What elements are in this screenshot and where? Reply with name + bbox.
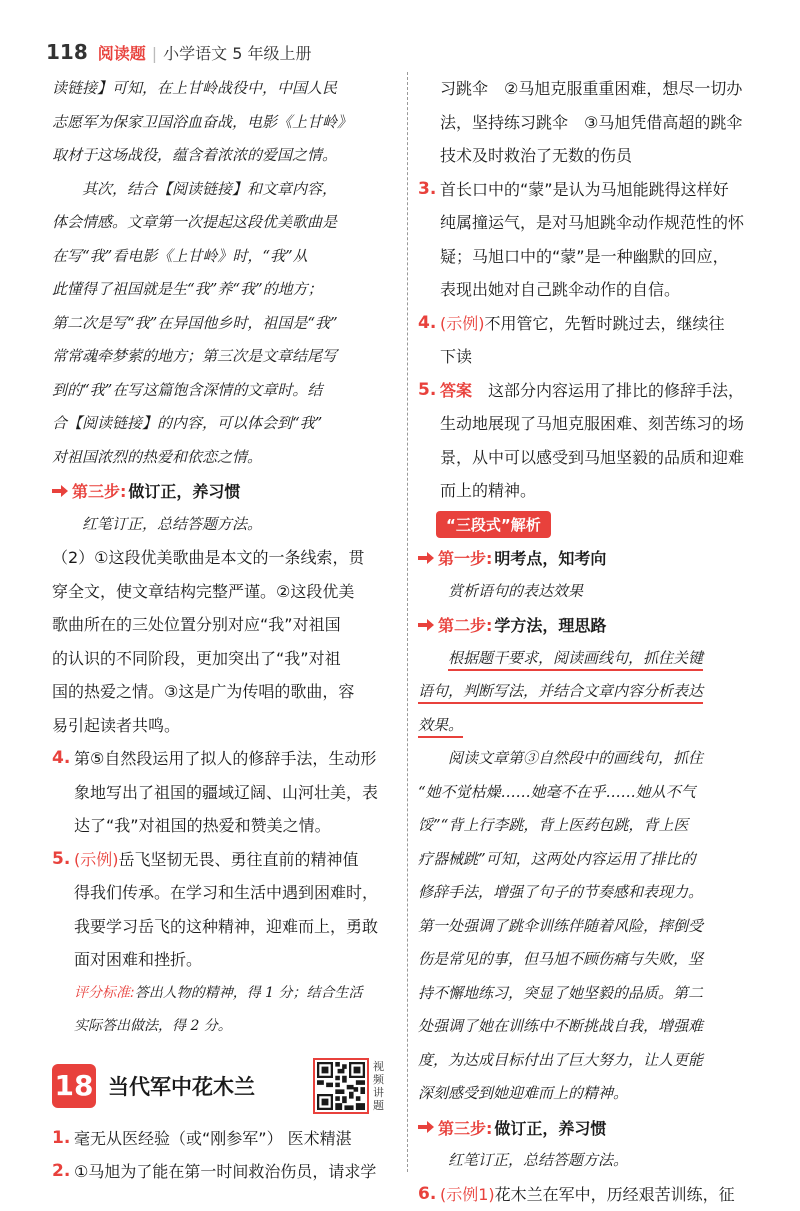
answer-line: 毫无从医经验（或“刚参军”） 医术精湛 — [74, 1122, 352, 1156]
page-header — [46, 40, 312, 70]
text-line: 读链接】可知，在上甘岭战役中，中国人民 — [52, 72, 397, 106]
lesson-number: 18 — [52, 1064, 96, 1108]
answer-4 — [52, 742, 397, 843]
answer-line: ①马旭为了能在第一时间救治伤员，请求学 — [74, 1155, 376, 1189]
answer-number: 2. — [52, 1155, 74, 1189]
answer-4 — [418, 307, 760, 374]
qr-label: 视频讲题 — [373, 1060, 387, 1112]
answer-number: 1. — [52, 1122, 74, 1156]
answer-line: 的认识的不同阶段，更加突出了“我”对祖 — [52, 642, 397, 676]
step-label: 第三步: — [72, 479, 126, 502]
example-tag: (示例) — [440, 314, 485, 333]
answer-line: 下读 — [440, 340, 725, 374]
explain-line: “她不觉枯燥……她毫不在乎……她从不气 — [418, 776, 760, 810]
arrow-icon — [52, 485, 68, 497]
text-line: 第二次是写“我”在异国他乡时，祖国是“我” — [52, 307, 397, 341]
answer-line: 达了“我”对祖国的热爱和赞美之情。 — [74, 809, 378, 843]
text-line: 体会情感。文章第一次提起这段优美歌曲是 — [52, 206, 397, 240]
step-note: 赏析语句的表达效果 — [418, 575, 760, 609]
step-title: 明考点，知考向 — [494, 546, 606, 569]
text-line: 志愿军为保家卫国浴血奋战，电影《上甘岭》 — [52, 106, 397, 140]
answer-line: 国的热爱之情。③这是广为传唱的歌曲，容 — [52, 675, 397, 709]
lesson-title: 当代军中花木兰 — [108, 1071, 255, 1101]
explain-line: 修辞手法，增强了句子的节奏感和表现力。 — [418, 876, 760, 910]
answer-line: 面对困难和挫折。 — [74, 943, 378, 977]
explain-line: 深刻感受到她迎难而上的精神。 — [418, 1077, 760, 1111]
left-column — [52, 72, 397, 1189]
answer-line: 习跳伞 ②马旭克服重重困难，想尽一切办 — [440, 72, 760, 106]
answer-line: 岳飞坚韧无畏、勇往直前的精神值 — [119, 850, 359, 869]
answer-line: 花木兰在军中，历经艰苦训练，征 — [495, 1185, 735, 1204]
method-line: 根据题干要求，阅读画线句，抓住关键 — [448, 649, 703, 667]
answer-5 — [418, 374, 760, 508]
answer-line: 得我们传承。在学习和生活中遇到困难时， — [74, 876, 378, 910]
answer-line: 纯属撞运气，是对马旭跳伞动作规范性的怀 — [440, 206, 744, 240]
text-line: 合【阅读链接】的内容，可以体会到“我” — [52, 407, 397, 441]
answer-line: 生动地展现了马旭克服困难、刻苦练习的场 — [440, 407, 744, 441]
step-three-heading — [418, 1111, 760, 1145]
answer-line: 首长口中的“蒙”是认为马旭能跳得这样好 — [440, 173, 744, 207]
answer-line: 易引起读者共鸣。 — [52, 709, 397, 743]
arrow-icon — [418, 552, 434, 564]
qr-code-icon[interactable] — [313, 1058, 369, 1114]
explain-line: 处强调了她在训练中不断挑战自我，增强难 — [418, 1010, 760, 1044]
step-one-heading — [418, 541, 760, 575]
text-line: 到的“我”在写这篇饱含深情的文章时。结 — [52, 374, 397, 408]
method-line: 效果。 — [418, 716, 463, 734]
answer-6 — [418, 1178, 760, 1211]
explain-line: 持不懈地练习，突显了她坚毅的品质。第二 — [418, 977, 760, 1011]
answer-line: 而上的精神。 — [440, 474, 744, 508]
right-column — [418, 72, 760, 1211]
step-label: 第一步: — [438, 546, 492, 569]
answer-line: 表现出她对自己跳伞动作的自信。 — [440, 273, 744, 307]
example-tag: (示例) — [74, 850, 119, 869]
answer-line: 技术及时救治了无数的伤员 — [440, 139, 760, 173]
text-line: 在写“我”看电影《上甘岭》时，“我”从 — [52, 240, 397, 274]
step-two-heading — [418, 608, 760, 642]
step-note: 红笔订正，总结答题方法。 — [418, 1144, 760, 1178]
answer-number: 3. — [418, 173, 440, 207]
explain-line: 阅读文章第③自然段中的画线句，抓住 — [418, 742, 760, 776]
arrow-icon — [418, 1121, 434, 1133]
method-line: 语句，判断写法，并结合文章内容分析表达 — [418, 682, 703, 700]
answer-number: 6. — [418, 1178, 440, 1211]
step-label: 第三步: — [438, 1116, 492, 1139]
score-text: 答出人物的精神，得 1 分；结合生活 — [135, 985, 363, 1001]
section-label: 阅读题 — [98, 41, 146, 64]
text-line: 对祖国浓烈的热爱和依恋之情。 — [52, 441, 397, 475]
answer-3 — [418, 173, 760, 307]
answer-line: 法，坚持练习跳伞 ③马旭凭借高超的跳伞 — [440, 106, 760, 140]
text-line: 其次，结合【阅读链接】和文章内容， — [52, 173, 397, 207]
answer-line: 第⑤自然段运用了拟人的修辞手法，生动形 — [74, 742, 378, 776]
answer-number: 4. — [52, 742, 74, 776]
step-note: 红笔订正，总结答题方法。 — [52, 508, 397, 542]
header-divider: | — [152, 44, 157, 63]
answer-line: 象地写出了祖国的疆域辽阔、山河壮美，表 — [74, 776, 378, 810]
page-number: 118 — [46, 40, 88, 64]
score-label: 评分标准: — [74, 985, 135, 1001]
answer-number: 5. — [52, 843, 74, 877]
answer-line: 这部分内容运用了排比的修辞手法， — [488, 381, 744, 400]
explain-line: 度，为达成目标付出了巨大努力，让人更能 — [418, 1044, 760, 1078]
example-tag: (示例1) — [440, 1185, 495, 1204]
book-title: 小学语文 5 年级上册 — [163, 41, 311, 64]
score-text: 实际答出做法，得 2 分。 — [74, 1010, 378, 1044]
text-line: 常常魂牵梦萦的地方；第三次是文章结尾写 — [52, 340, 397, 374]
step-three-heading — [52, 474, 397, 508]
explain-line: 第一处强调了跳伞训练伴随着风险，摔倒受 — [418, 910, 760, 944]
column-divider — [407, 72, 408, 1172]
answer-line: （2）①这段优美歌曲是本文的一条线索，贯 — [52, 541, 397, 575]
answer-line: 穿全文，使文章结构完整严谨。②这段优美 — [52, 575, 397, 609]
explain-line: 伤是常见的事，但马旭不顾伤痛与失败，坚 — [418, 943, 760, 977]
answer-line: 歌曲所在的三处位置分别对应“我”对祖国 — [52, 608, 397, 642]
text-line: 取材于这场战役，蕴含着浓浓的爱国之情。 — [52, 139, 397, 173]
answer-tag: 答案 — [440, 381, 472, 400]
answer-line: 我要学习岳飞的这种精神，迎难而上，勇敢 — [74, 910, 378, 944]
step-title: 做订正，养习惯 — [494, 1116, 606, 1139]
explain-line: 疗器械跳”可知，这两处内容运用了排比的 — [418, 843, 760, 877]
answer-line: 不用管它，先暂时跳过去，继续往 — [485, 314, 725, 333]
step-label: 第二步: — [438, 613, 492, 636]
analysis-tag: “三段式”解析 — [436, 511, 551, 538]
answer-5 — [52, 843, 397, 1044]
text-line: 此懂得了祖国就是生“我”养“我”的地方； — [52, 273, 397, 307]
explain-line: 馁”“背上行李跳，背上医药包跳，背上医 — [418, 809, 760, 843]
step-title: 学方法，理思路 — [494, 613, 606, 636]
answer-number: 4. — [418, 307, 440, 341]
answer-1 — [52, 1122, 397, 1156]
answer-line: 景，从中可以感受到马旭坚毅的品质和迎难 — [440, 441, 744, 475]
lesson-header — [52, 1050, 397, 1122]
answer-number: 5. — [418, 374, 440, 408]
answer-line: 疑；马旭口中的“蒙”是一种幽默的回应， — [440, 240, 744, 274]
arrow-icon — [418, 619, 434, 631]
answer-2 — [52, 1155, 397, 1189]
step-title: 做订正，养习惯 — [128, 479, 240, 502]
